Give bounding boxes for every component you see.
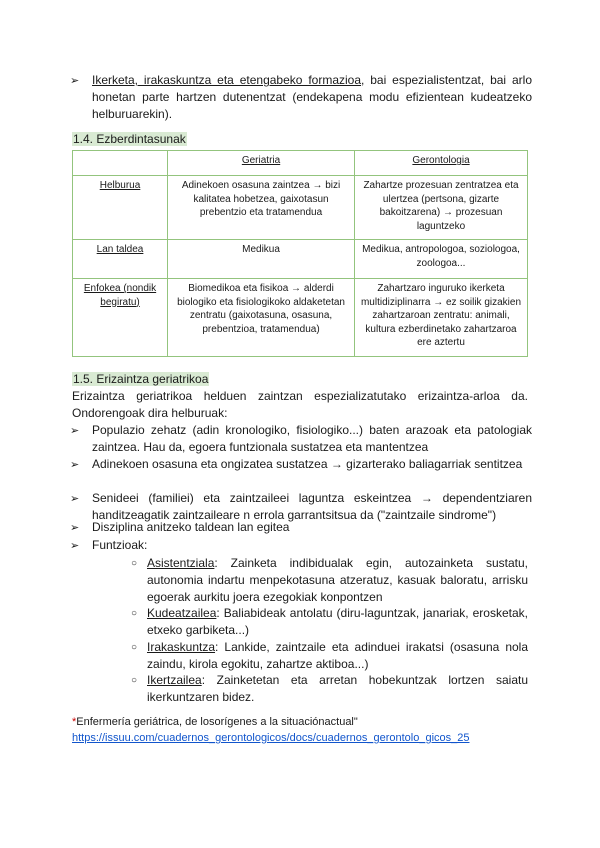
source-link[interactable]: https://issuu.com/cuadernos_gerontologicos/docs/cuadernos_gerontolo_gicos_25 [72, 732, 470, 744]
table-cell: Zahartzaro inguruko ikerketa multidiziplinarra → ez soilik gizakien zahartzaroan zentratu: animali, kultura ezberdinetako zahartzaroa ere aztertu [355, 279, 528, 357]
section-title-1-5: 1.5. Erizaintza geriatrikoa [73, 372, 209, 386]
table-row [73, 279, 528, 357]
section-title-1-4: 1.4. Ezberdintasunak [73, 132, 186, 146]
footnote-text: Enfermería geriátrica, de losorígenes a la situaciónactual" [76, 716, 358, 728]
function-list-item [131, 639, 528, 673]
function-list-item [131, 605, 528, 639]
table-cell: Medikua, antropologoa, soziologoa, zoologoa... [355, 240, 528, 279]
footnote [72, 714, 358, 731]
table-cell: Biomedikoa eta fisikoa → alderdi biologiko eta fisiologikoko aldaketetan zentratu (gaixotasuna, osasuna, prebentzioa, tratamendua) [168, 279, 355, 357]
arrow-bullet-icon: ➢ [70, 492, 80, 505]
circle-bullet-icon: ○ [131, 642, 138, 653]
section-heading-1-4 [72, 131, 187, 148]
table-header-cell: Geriatria [168, 151, 355, 176]
goal-text: Funtzioak: [92, 538, 148, 552]
table-row-label: Enfokea (nondik begiratu) [73, 279, 168, 357]
goal-text: Senideei (familiei) eta zaintzaileei laguntza eskeintzea → dependentziaren handitzeagatik zaintzaileare n errola garrantsitsua da ("zaintzaile sindrome") [92, 491, 532, 522]
arrow-bullet-icon: ➢ [70, 458, 80, 471]
section-heading-1-5 [72, 371, 209, 388]
table-header-cell: Gerontologia [355, 151, 528, 176]
table-cell: Medikua [168, 240, 355, 279]
arrow-bullet-icon: ➢ [70, 424, 80, 437]
function-desc: : Zainketetan eta arretan hobekuntzak lortzen saiatu ikerkuntzaren bidez. [147, 673, 528, 704]
table-header-row [73, 151, 528, 176]
function-name: Irakaskuntza [147, 640, 216, 654]
goal-list-item [70, 422, 532, 456]
goal-text: Disziplina anitzeko taldean lan egitea [92, 520, 290, 534]
goal-list-item [70, 519, 532, 536]
intro-bullet [70, 72, 532, 123]
goal-text: Populazio zehatz (adin kronologiko, fisiologiko...) baten arazoak eta patologiak zaintzea. Hau da, egoera funtzionala sustatzea eta mantentzea [92, 423, 532, 454]
table-row-label: Lan taldea [73, 240, 168, 279]
function-desc: : Lankide, zaintzaile eta adinduei irakatsi (osasuna nola zaindu, kirola egokitu, zahartze aktiboa...) [147, 640, 528, 671]
comparison-table [72, 150, 528, 357]
function-name: Kudeatzailea [147, 606, 217, 620]
arrow-bullet-icon: ➢ [70, 74, 80, 87]
goal-list-item [70, 537, 532, 554]
function-desc: : Zainketa indibidualak egin, autozainketa sustatu, autonomia indartu menpekotasuna atzeratuz, kasuak baloratu, arrisku egoerak aurkitu joera ezegokiak konpontzen [147, 556, 528, 604]
function-name: Ikertzailea [147, 673, 202, 687]
circle-bullet-icon: ○ [131, 558, 138, 569]
table-header-cell [73, 151, 168, 176]
arrow-bullet-icon: ➢ [70, 521, 80, 534]
table-row [73, 240, 528, 279]
table-cell: Adinekoen osasuna zaintzea → bizi kalitatea hobetzea, gaixotasun prebentzio eta tratamendua [168, 176, 355, 240]
function-desc: : Baliabideak antolatu (diru-laguntzak, janariak, erosketak, etxeko garbiketa...) [147, 606, 528, 637]
table-cell: Zahartze prozesuan zentratzea eta ulertzea (pertsona, gizarte bakoitzarena) → prozesuan laguntzeko [355, 176, 528, 240]
table-row [73, 176, 528, 240]
function-list-item [131, 672, 528, 706]
section-intro-paragraph: Erizaintza geriatrikoa helduen zaintzan espezializatutako erizaintza-arloa da. Ondorengoak dira helburuak: [72, 389, 528, 420]
intro-bullet-underlined: Ikerketa, irakaskuntza eta etengabeko formazioa [92, 73, 362, 87]
goal-list-item [70, 456, 532, 473]
function-name: Asistentziala [147, 556, 215, 570]
circle-bullet-icon: ○ [131, 675, 138, 686]
arrow-bullet-icon: ➢ [70, 539, 80, 552]
intro-bullet-text: , bai espezialistentzat, bai arlo honetan parte hartzen dutenentzat (endekapena modu efizientean kudeatzeko helburuarekin). [92, 73, 532, 121]
circle-bullet-icon: ○ [131, 608, 138, 619]
table-row-label: Helburua [73, 176, 168, 240]
function-list-item [131, 555, 528, 606]
footnote-star: * [72, 716, 77, 728]
goal-text: Adinekoen osasuna eta ongizatea sustatzea → gizarterako baliagarriak sentitzea [92, 457, 523, 471]
